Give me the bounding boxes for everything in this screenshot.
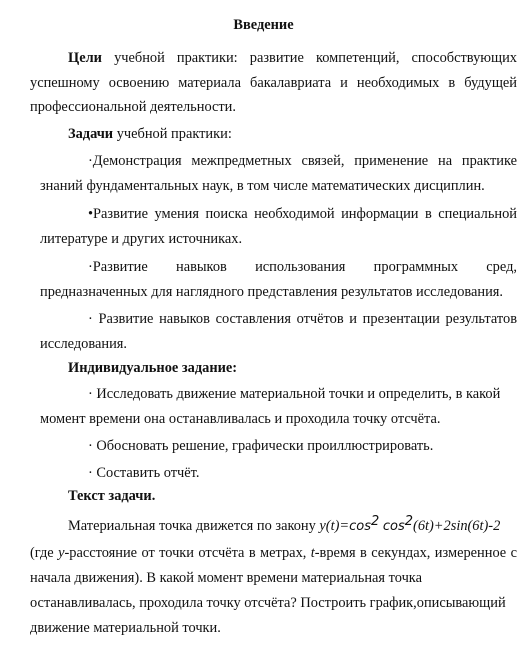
problem-intro-text: Материальная точка движется по закону: [68, 518, 320, 534]
problem-line-2a: (где: [30, 545, 59, 561]
task-item-4-line-1: · Развитие навыков составления отчётов и презентации результатов: [88, 311, 517, 327]
problem-heading: Текст задачи.: [68, 488, 156, 504]
problem-line-5: движение материальной точки.: [30, 620, 221, 636]
var-y: y: [58, 545, 65, 561]
problem-line-1: [68, 514, 527, 540]
formula-cos-1: cos: [349, 519, 371, 534]
individual-item-1-line-1: · Исследовать движение материальной точки и определить, в какой: [88, 386, 501, 402]
formula-cos-2: cos: [382, 519, 405, 534]
task-item-4-line-2: исследования.: [40, 336, 127, 352]
var-t: t: [310, 545, 315, 561]
problem-line-2: [30, 541, 517, 566]
tasks-label: Задачи: [68, 126, 114, 142]
goals-line-2: успешному освоению материала бакалавриата и необходимых в будущей: [30, 75, 517, 91]
tasks-heading: [68, 122, 517, 147]
formula-exp-2: 2: [404, 514, 414, 529]
task-item-2-line-1: •Развитие умения поиска необходимой информации в специальной: [88, 206, 517, 222]
task-item-2-line-2: литературе и других источниках.: [40, 231, 243, 247]
page-title: Введение: [233, 17, 294, 33]
tasks-label-rest: учебной практики:: [116, 126, 232, 142]
individual-item-1-line-2: момент времени она останавливалась и проходила точку отсчёта.: [40, 411, 441, 427]
individual-item-2: · Обосновать решение, графически проиллюстрировать.: [88, 438, 434, 454]
problem-line-3: начала движения). В какой момент времени материальная точка: [30, 570, 422, 586]
task-item-3-line-2: предназначенных для наглядного представления результатов исследования.: [40, 284, 504, 300]
task-item-1-line-1: ·Демонстрация межпредметных связей, применение на практике: [88, 153, 517, 169]
goals-line-1-text: учебной практики: развитие компетенций, способствующих: [114, 50, 517, 66]
problem-line-2b: -расстояние от точки отсчёта в метрах,: [64, 545, 311, 561]
formula-lhs: y(t)=: [319, 518, 350, 534]
problem-line-2c: -время в секундах, измеренное с: [314, 545, 517, 561]
formula-exp-1: 2: [370, 514, 380, 529]
goals-line-1: [68, 46, 517, 71]
individual-item-3: · Составить отчёт.: [88, 465, 200, 481]
task-item-1-line-2: знаний фундаментальных наук, в том числе математических дисциплин.: [40, 178, 485, 194]
goals-line-3: профессиональной деятельности.: [30, 99, 236, 115]
goals-label: Цели: [68, 50, 102, 66]
problem-line-4: останавливалась, проходила точку отсчёта? Построить график,описывающий: [30, 595, 506, 611]
formula-rest: (6t)+2sin(6t)-2: [413, 518, 501, 534]
task-item-3-line-1: ·Развитие навыков использования программных сред,: [88, 259, 517, 275]
individual-heading: Индивидуальное задание:: [68, 360, 238, 376]
